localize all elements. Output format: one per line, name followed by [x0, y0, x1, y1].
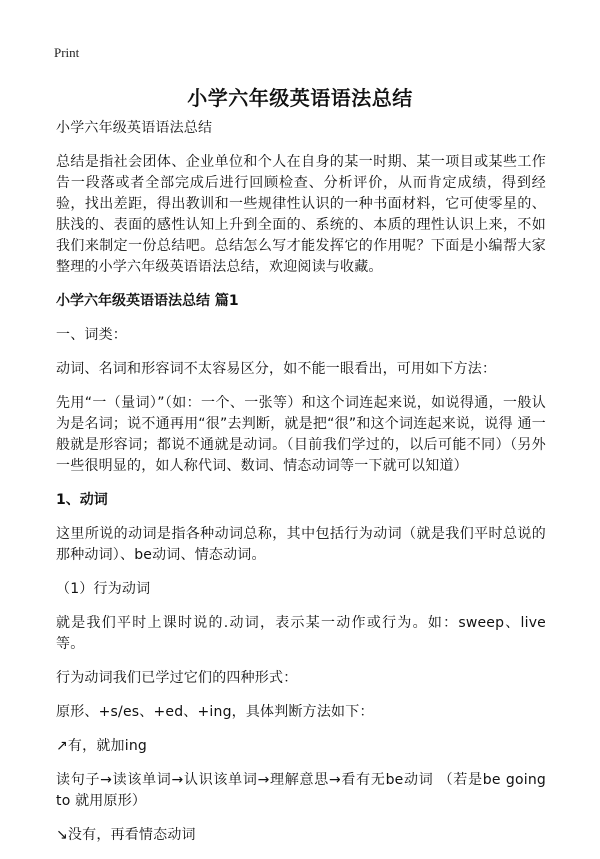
intro-paragraph: 总结是指社会团体、企业单位和个人在自身的某一时期、某一项目或某些工作告一段落或者全部完成后进行回顾检查、分析评价，从而肯定成绩，得到经验，找出差距，得出教训和一些规律性认识的一种书面材料，它可使零星的、肤浅的、表面的感性认知上升到全面的、系统的、本质的理性认识上来，不如我们来制定一份总结吧。总结怎么写才能发挥它的作用呢？下面是小编帮大家整理的小学六年级英语语法总结，欢迎阅读与收藏。 [56, 154, 546, 275]
forms-list-text: 原形、+s/es、+ed、+ing，具体判断方法如下： [56, 704, 374, 720]
print-label[interactable]: Print [54, 45, 80, 60]
word-class-intro: 动词、名词和形容词不太容易区分，如不能一眼看出，可用如下方法： [56, 361, 497, 377]
four-forms-text: 行为动词我们已学过它们的四种形式： [56, 670, 298, 686]
action-verb-description: 就是我们平时上课时说的.动词，表示某一动作或行为。如：sweep、live 等。 [56, 615, 546, 652]
section-heading: 小学六年级英语语法总结 篇1 [56, 293, 239, 309]
document-title: 小学六年级英语语法总结 [187, 86, 413, 110]
steps-text: 读句子→读该单词→认识该单词→理解意思→看有无be动词 （若是be going to 就用原形） [56, 772, 546, 809]
has-arrow-text: ↗有，就加ing [56, 738, 147, 754]
verb-heading: 1、动词 [56, 492, 108, 508]
action-verb-heading: （1）行为动词 [56, 581, 151, 597]
verb-intro: 这里所说的动词是指各种动词总称，其中包括行为动词（就是我们平时总说的那种动词）、be动词、情态动词。 [56, 526, 546, 563]
document-subtitle: 小学六年级英语语法总结 [56, 120, 213, 136]
none-arrow-text: ↘没有，再看情态动词 [56, 827, 196, 843]
method-paragraph: 先用“一（量词）”（如：一个、一张等）和这个词连起来说，如说得通，一般认为是名词；说不通再用“很”去判断，就是把“很”和这个词连起来说，说得 通一般就是形容词；都说不通就是动词。（目前我们学过的，以后可能不同）（另外一些很明显的，如人称代词、数词、情态动词等一下就可以知道） [56, 395, 546, 474]
document-body [56, 118, 546, 859]
word-class-heading: 一、词类： [56, 327, 127, 343]
